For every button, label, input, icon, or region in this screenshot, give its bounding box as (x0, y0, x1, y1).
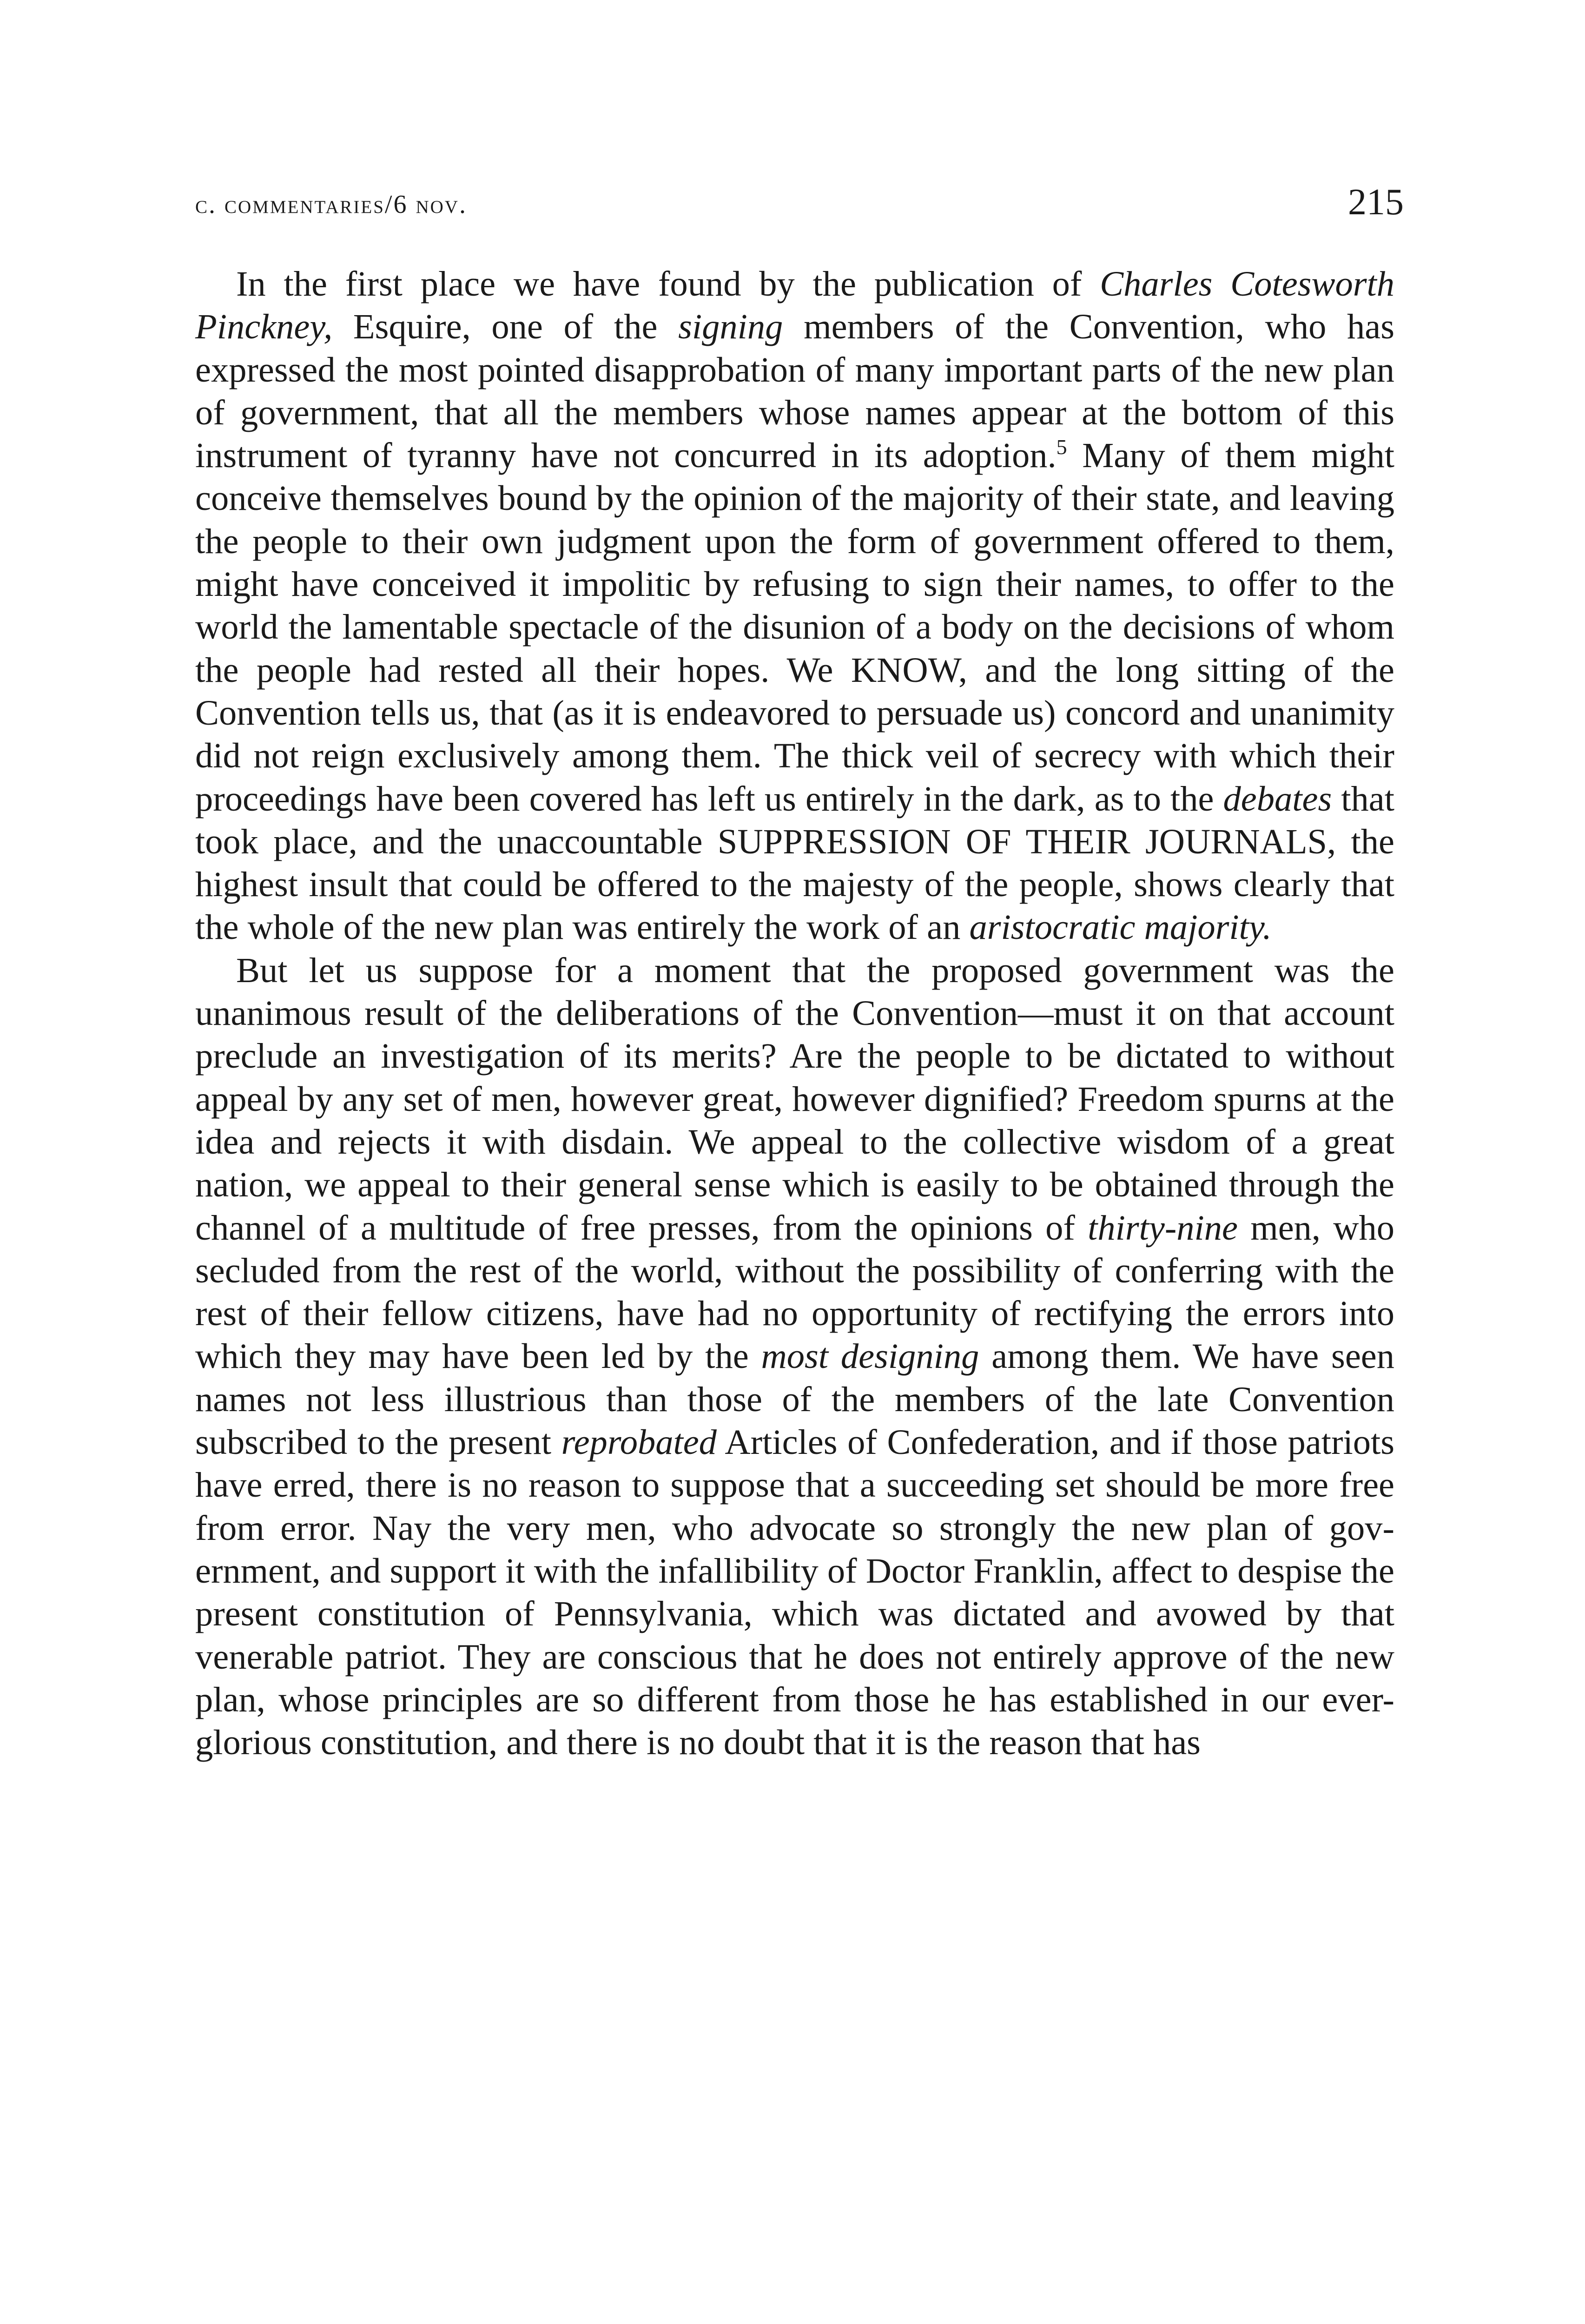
paragraph-1-text-4: Many of them might conceive themselves bound by the opinion of the majority of their state, and leaving the people to their own judgment upon the form of government offered to them, might have conceived it impolitic by refusing to sign their names, to offer to the world the lamentable spectacle of the disunion of a body on the decisions of whom the people had rested all their hopes. We KNOW, and the long sitting of the Convention tells us, that (as it is endeavored to persuade us) concord and unanimity did not reign exclusively among them. The thick veil of secrecy with which their proceedings have been covered has left us entirely in the dark, as to the (195, 436, 1394, 819)
paragraph-1-text-1: In the first place we have found by the publication of (236, 264, 1100, 304)
italic-signing: signing (678, 307, 783, 347)
page-header (195, 181, 1404, 232)
paragraph-1 (195, 263, 1394, 949)
paragraph-1-text-3: members of the Convention, who has expressed the most pointed disapprobation of many important parts of the new plan of government, that all the members whose names appear at the bottom of this instrument of tyranny have not concurred in its adoption. (195, 307, 1394, 475)
paragraph-2-text-3: among them. We have seen names not less illustrious than those of the members of the late Convention subscribed to the present (195, 1336, 1394, 1462)
paragraph-2-text-1: But let us suppose for a moment that the proposed government was the unanimous result of the deliberations of the Convention—must it on that account preclude an investigation of its merits? Are the people to be dictated to without appeal by any set of men, however great, however dignified? Freedom spurns at the idea and rejects it with disdain. We appeal to the collective wisdom of a great nation, we appeal to their general sense which is easily to be obtained through the channel of a multitude of free presses, from the opinions of (195, 950, 1394, 1248)
italic-debates: debates (1223, 779, 1332, 819)
italic-reprobated: reprobated (561, 1422, 717, 1462)
italic-thirty-nine: thirty-nine (1088, 1208, 1238, 1248)
italic-name-pinckney: Charles Cotesworth Pinckney, (195, 264, 1394, 347)
running-head: c. commentaries/6 nov. (195, 190, 467, 219)
italic-most-designing: most designing (761, 1336, 979, 1376)
paragraph-1-text-2: Esquire, one of the (332, 307, 679, 347)
paragraph-1-text-5: that took place, and the unaccountable SUPPRESSION OF THEIR JOURNALS, the highest insult that could be offered to the majesty of the people, shows clearly that the whole of the new plan was entirely the work of an (195, 779, 1394, 947)
footnote-reference: 5 (1056, 435, 1067, 459)
paragraph-2 (195, 949, 1394, 1764)
paragraph-2-text-2: men, who secluded from the rest of the world, without the possibility of conferring with the rest of their fellow citizens, have had no opportunity of rectifying the errors into which they may have been led by the (195, 1208, 1394, 1376)
page-number: 215 (1348, 182, 1404, 223)
italic-aristocratic-majority: aristocratic majority. (969, 907, 1272, 947)
body-text (195, 263, 1394, 1764)
paragraph-2-text-4: Articles of Confederation, and if those patriots have erred, there is no reason to suppose that a succeeding set should be more free from error. Nay the very men, who advocate so strongly the new plan of gov-ernment, and support it with the infallibility of Doctor Franklin, affect to despise the present constitution of Pennsylvania, which was dictated and avowed by that venerable patriot. They are conscious that he does not entirely approve of the new plan, whose principles are so different from those he has established in our ever-glorious constitution, and there is no doubt that it is the reason that has (195, 1422, 1394, 1763)
